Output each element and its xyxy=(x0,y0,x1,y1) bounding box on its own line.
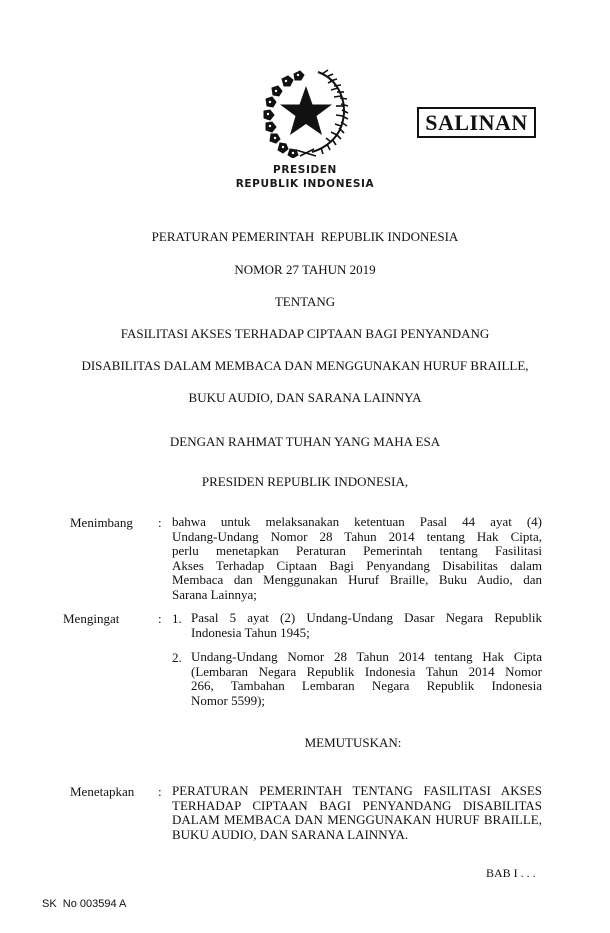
subject-line-3: BUKU AUDIO, DAN SARANA LAINNYA xyxy=(188,390,422,405)
issuer-line: PRESIDEN REPUBLIK INDONESIA, xyxy=(201,474,409,489)
office-heading-presiden: PRESIDEN xyxy=(273,164,337,176)
tentang-heading: TENTANG xyxy=(274,294,336,309)
menetapkan-line: TERHADAP CIPTAAN BAGI PENYANDANG DISABILITAS xyxy=(172,797,542,813)
mengingat-item-1-number: 1. xyxy=(172,611,182,626)
menimbang-line: Sarana Lainnya; xyxy=(172,586,257,602)
mengingat-label: Mengingat xyxy=(63,611,120,626)
continuation-marker: BAB I . . . xyxy=(486,866,536,880)
mengingat-item-line: 266, Tambahan Lembaran Negara Republik Indonesia xyxy=(191,678,542,693)
menetapkan-line: DALAM MEMBACA DAN MENGGUNAKAN HURUF BRAILLE, xyxy=(172,812,542,827)
menetapkan-label: Menetapkan xyxy=(70,784,135,799)
mengingat-item-line: Undang-Undang Nomor 28 Tahun 2014 tentang Hak Cipta xyxy=(191,649,542,664)
mengingat-item-line: Nomor 5599); xyxy=(191,692,266,708)
office-heading-republik: REPUBLIK INDONESIA xyxy=(235,178,375,190)
menimbang-line: perlu menetapkan Peraturan Pemerintah tentang Fasilitasi xyxy=(172,543,542,558)
subject-line-1: FASILITASI AKSES TERHADAP CIPTAAN BAGI PENYANDANG xyxy=(120,326,490,341)
presidential-emblem-icon xyxy=(256,66,354,158)
invocation: DENGAN RAHMAT TUHAN YANG MAHA ESA xyxy=(169,434,441,449)
subject-line-2: DISABILITAS DALAM MEMBACA DAN MENGGUNAKAN HURUF BRAILLE, xyxy=(81,358,529,373)
regulation-type-title: PERATURAN PEMERINTAH REPUBLIK INDONESIA xyxy=(151,229,459,244)
menimbang-colon: : xyxy=(158,515,162,530)
menimbang-line: Undang-Undang Nomor 28 Tahun 2014 tentang Hak Cipta, xyxy=(172,528,542,544)
mengingat-item-line: Pasal 5 ayat (2) Undang-Undang Dasar Negara Republik xyxy=(191,610,542,625)
regulation-number: NOMOR 27 TAHUN 2019 xyxy=(234,262,376,277)
menimbang-line: bahwa untuk melaksanakan ketentuan Pasal 44 ayat (4) xyxy=(172,514,542,529)
menimbang-line: Akses Terhadap Ciptaan Bagi Penyandang Disabilitas dalam xyxy=(172,557,542,573)
mengingat-item-2-text xyxy=(191,650,542,708)
menetapkan-line: PERATURAN PEMERINTAH TENTANG FASILITASI AKSES xyxy=(172,783,542,798)
menetapkan-line: BUKU AUDIO, DAN SARANA LAINNYA. xyxy=(172,826,409,842)
menimbang-text xyxy=(172,515,542,602)
menetapkan-text xyxy=(172,784,542,842)
mengingat-item-1-text xyxy=(191,611,542,640)
salinan-stamp: SALINAN xyxy=(417,107,536,138)
menimbang-label: Menimbang xyxy=(70,515,133,530)
mengingat-colon: : xyxy=(158,611,162,626)
mengingat-item-2-number: 2. xyxy=(172,650,182,665)
menimbang-line: Membaca dan Menggunakan Huruf Braille, Buku Audio, dan xyxy=(172,572,542,587)
mengingat-item-line: Indonesia Tahun 1945; xyxy=(191,624,310,640)
mengingat-item-line: (Lembaran Negara Republik Indonesia Tahun 2014 Nomor xyxy=(191,663,542,679)
memutuskan-heading: MEMUTUSKAN: xyxy=(304,735,402,750)
document-code: SK No 003594 A xyxy=(42,898,127,910)
menetapkan-colon: : xyxy=(158,784,162,799)
